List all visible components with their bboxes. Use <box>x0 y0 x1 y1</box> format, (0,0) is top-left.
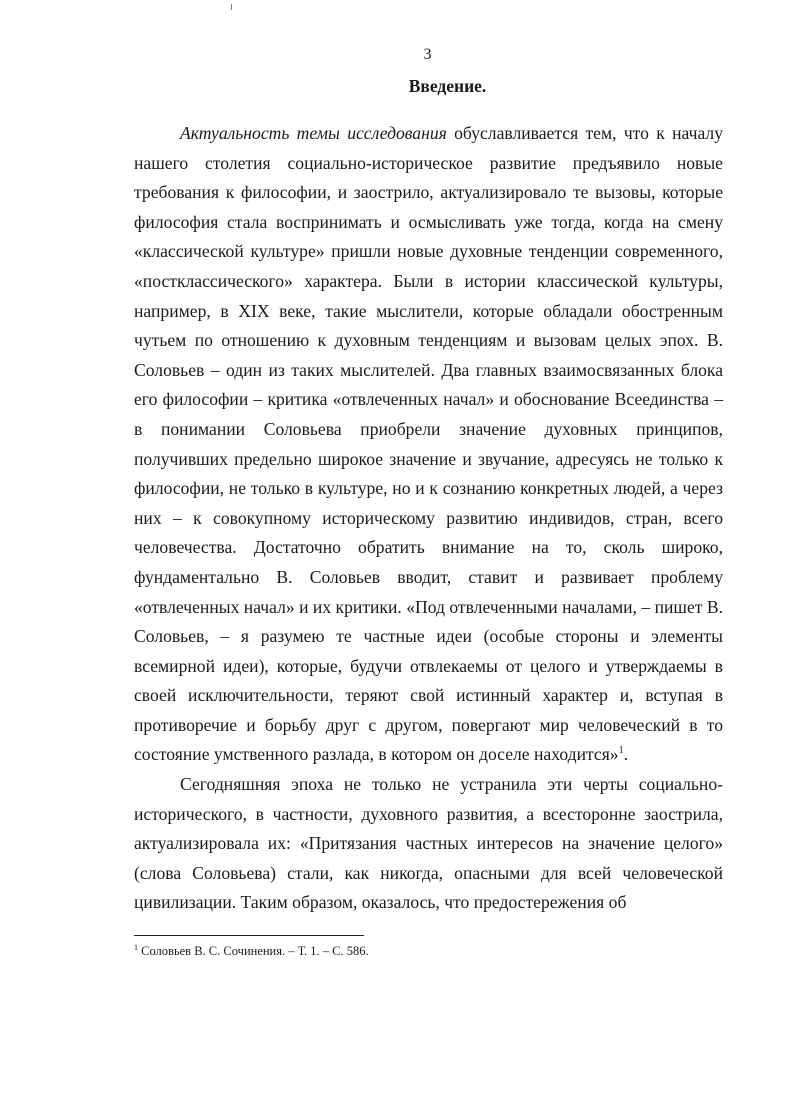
paragraph-text: Сегодняшняя эпоха не только не устранила эти черты социально-исторического, в частности, духовного развития, а всесторонне заострила, актуализировала их: «Притязания частных интересов на значение целого» (слова Соловьева) стали, как никогда, опасными для всей человеческой цивилизации. Таким образом, оказалось, что предостережения об <box>134 774 723 913</box>
paragraph-relevance <box>134 119 723 770</box>
sentence-end: . <box>623 744 629 765</box>
section-heading: Введение. <box>408 76 487 96</box>
footnote-reference[interactable]: 1 <box>618 745 624 757</box>
body-text <box>134 119 723 918</box>
footnote-divider <box>134 935 364 936</box>
paragraph-present-epoch <box>134 770 723 918</box>
lead-phrase: Актуальность темы исследования <box>180 123 447 143</box>
page-number: 3 <box>423 46 432 63</box>
paragraph-text: обуславливается тем, что к началу нашего столетия социально-историческое развитие предъявило новые требования к философии, и заострило, актуализировало те вызовы, которые философия стала воспринимать и осмысливать уже тогда, когда на смену «классической культуре» пришли новые духовные тенденции современного, «постклассического» характера. Были в истории классической культуры, например, в XIX веке, такие мыслители, которые обладали обостренным чутьем по отношению к духовным тенденциям и вызовам целых эпох. В. Соловьев – один из таких мыслителей. Два главных взаимосвязанных блока его философии – критика «отвлеченных начал» и обоснование Всеединства – в понимании Соловьева приобрели значение духовных принципов, получивших предельно широкое значение и звучание, адресуясь не только к философии, не только в культуре, но и к сознанию конкретных людей, а через них – к совокупному историческому развитию индивидов, стран, всего человечества. Достаточно обратить внимание на то, сколь широко, фундаментально В. Соловьев вводит, ставит и развивает проблему «отвлеченных начал» и их критики. «Под отвлеченными началами, – пишет В. Соловьев, – я разумею те частные идеи (особые стороны и элементы всемирной идеи), которые, будучи отвлекаемы от целого и утверждаемы в своей исключительности, теряют свой истинный характер и, вступая в противоречие и борьбу друг с другом, повергают мир человеческий в то состояние умственного разлада, в котором он доселе находится» <box>134 123 724 765</box>
scan-speck <box>231 4 232 10</box>
footnote-text: Соловьев В. С. Сочинения. – Т. 1. – С. 586. <box>138 944 369 958</box>
footnote-marker: 1 <box>134 942 138 952</box>
footnote <box>134 944 369 959</box>
